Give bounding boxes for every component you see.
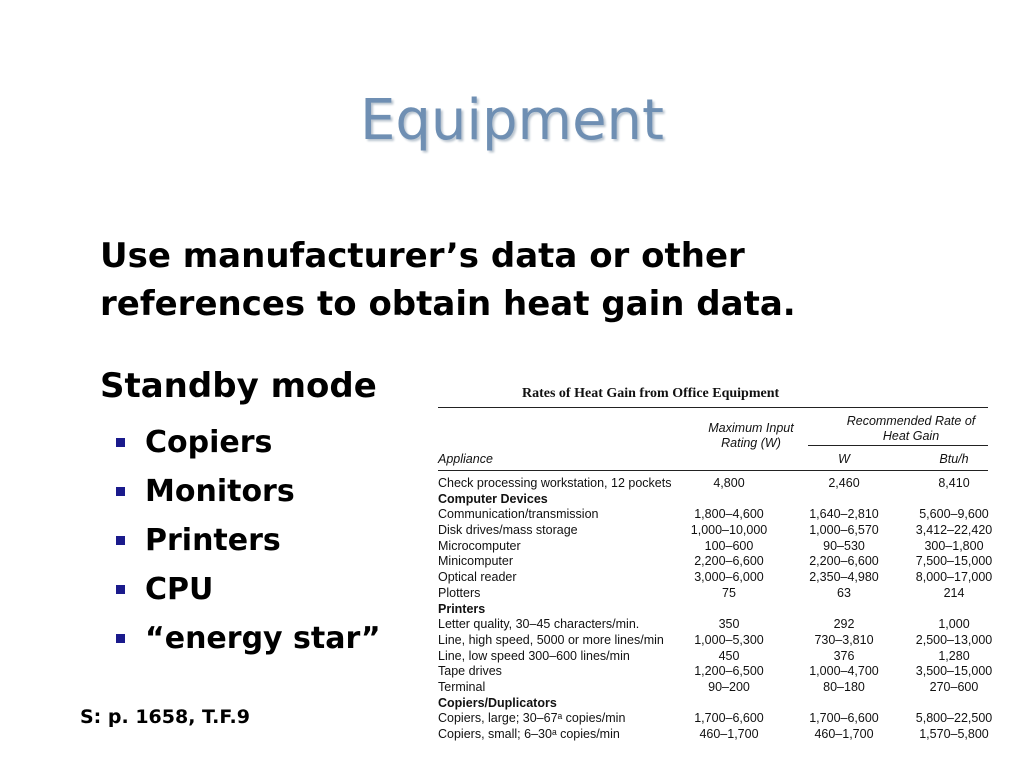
cell-w: 1,000–4,700 [809,664,879,679]
cell-appliance: Microcomputer [438,538,521,553]
cell-rating: 350 [718,617,740,632]
cell-appliance: Letter quality, 30–45 characters/min. [438,617,640,632]
header-subrule [808,445,988,446]
source-reference: S: p. 1658, T.F.9 [80,706,250,728]
table-row [438,711,998,727]
bullet-text: Printers [145,523,281,558]
square-bullet-icon [116,585,125,594]
cell-btu: 1,570–5,800 [919,727,989,741]
table-row [438,554,998,570]
table-row [438,523,998,539]
cell-w: 1,700–6,600 [809,711,879,726]
cell-w: 730–3,810 [814,632,874,647]
square-bullet-icon [116,438,125,447]
bullet-item [116,516,381,565]
cell-w: 292 [833,617,855,632]
cell-appliance: Copiers/Duplicators [438,695,557,710]
cell-rating: 3,000–6,000 [694,570,764,585]
table-row [438,680,998,696]
cell-appliance: Disk drives/mass storage [438,523,578,538]
cell-rating: 450 [718,648,740,663]
heat-gain-table [436,384,996,754]
bullet-item [116,614,381,663]
cell-btu: 8,000–17,000 [915,570,993,585]
cell-rating: 100–600 [704,538,754,553]
cell-btu: 3,412–22,420 [915,523,993,538]
table-row [438,727,998,743]
bullet-text: Monitors [145,474,295,509]
cell-btu: 5,800–22,500 [915,711,993,726]
table-top-rule [438,407,988,408]
cell-w: 376 [833,648,855,663]
table-body [438,476,998,743]
cell-appliance: Copiers, small; 6–30ᵃ copies/min [438,727,620,741]
square-bullet-icon [116,487,125,496]
cell-appliance: Printers [438,601,486,616]
bullet-text: “energy star” [145,621,381,656]
header-btu: Btu/h [939,452,969,466]
cell-appliance: Optical reader [438,570,517,585]
cell-w: 1,640–2,810 [809,507,879,522]
table-row [438,570,998,586]
cell-btu: 214 [943,585,965,600]
cell-rating: 75 [722,585,736,600]
table-row [438,664,998,680]
cell-w: 1,000–6,570 [809,523,879,538]
header-max-input: Maximum Input Rating (W) [708,421,794,450]
bullet-text: CPU [145,572,214,607]
cell-w: 460–1,700 [814,727,874,741]
cell-appliance: Line, high speed, 5000 or more lines/min [438,632,664,647]
cell-appliance: Minicomputer [438,554,514,569]
cell-w: 80–180 [823,679,865,694]
cell-btu: 300–1,800 [924,538,984,553]
cell-btu: 5,600–9,600 [919,507,989,522]
cell-appliance: Terminal [438,679,486,694]
bullet-text: Copiers [145,425,273,460]
cell-btu: 7,500–15,000 [915,554,993,569]
cell-btu: 1,280 [938,648,970,663]
cell-appliance: Line, low speed 300–600 lines/min [438,648,630,663]
cell-btu: 3,500–15,000 [915,664,993,679]
cell-btu: 270–600 [929,679,979,694]
cell-rating: 1,200–6,500 [694,664,764,679]
cell-w: 2,460 [828,476,860,490]
cell-w: 2,200–6,600 [809,554,879,569]
bullet-item [116,467,381,516]
cell-w: 90–530 [823,538,865,553]
cell-rating: 1,000–5,300 [694,632,764,647]
header-recommended: Recommended Rate of Heat Gain [846,414,976,443]
table-row [438,507,998,523]
table-section-header [438,602,998,618]
square-bullet-icon [116,634,125,643]
bullet-list [116,418,381,663]
cell-rating: 2,200–6,600 [694,554,764,569]
table-row [438,476,998,492]
cell-btu: 2,500–13,000 [915,632,993,647]
table-row [438,649,998,665]
table-section-header [438,492,998,508]
cell-appliance: Tape drives [438,664,502,679]
cell-appliance: Copiers, large; 30–67ᵃ copies/min [438,711,626,726]
header-bottom-rule [438,470,988,471]
table-row [438,617,998,633]
cell-rating: 460–1,700 [699,727,759,741]
bullet-item [116,565,381,614]
header-w: W [838,452,850,466]
slide-title: Equipment [360,88,664,153]
cell-w: 2,350–4,980 [809,570,879,585]
cell-appliance: Plotters [438,585,481,600]
cell-rating: 1,000–10,000 [690,523,768,538]
cell-appliance: Check processing workstation, 12 pockets [438,476,672,490]
cell-appliance: Communication/transmission [438,507,599,522]
table-section-header [438,696,998,712]
cell-rating: 1,700–6,600 [694,711,764,726]
cell-btu: 8,410 [938,476,970,490]
cell-appliance: Computer Devices [438,491,548,506]
standby-heading: Standby mode [100,366,377,406]
header-appliance: Appliance [438,452,493,466]
square-bullet-icon [116,536,125,545]
table-row [438,586,998,602]
cell-rating: 90–200 [708,679,750,694]
cell-w: 63 [837,585,851,600]
cell-btu: 1,000 [938,617,970,632]
cell-rating: 4,800 [713,476,745,490]
bullet-item [116,418,381,467]
table-row [438,633,998,649]
table-row [438,539,998,555]
cell-rating: 1,800–4,600 [694,507,764,522]
intro-text: Use manufacturer’s data or other references to obtain heat gain data. [100,236,796,324]
table-title: Rates of Heat Gain from Office Equipment [522,386,780,401]
